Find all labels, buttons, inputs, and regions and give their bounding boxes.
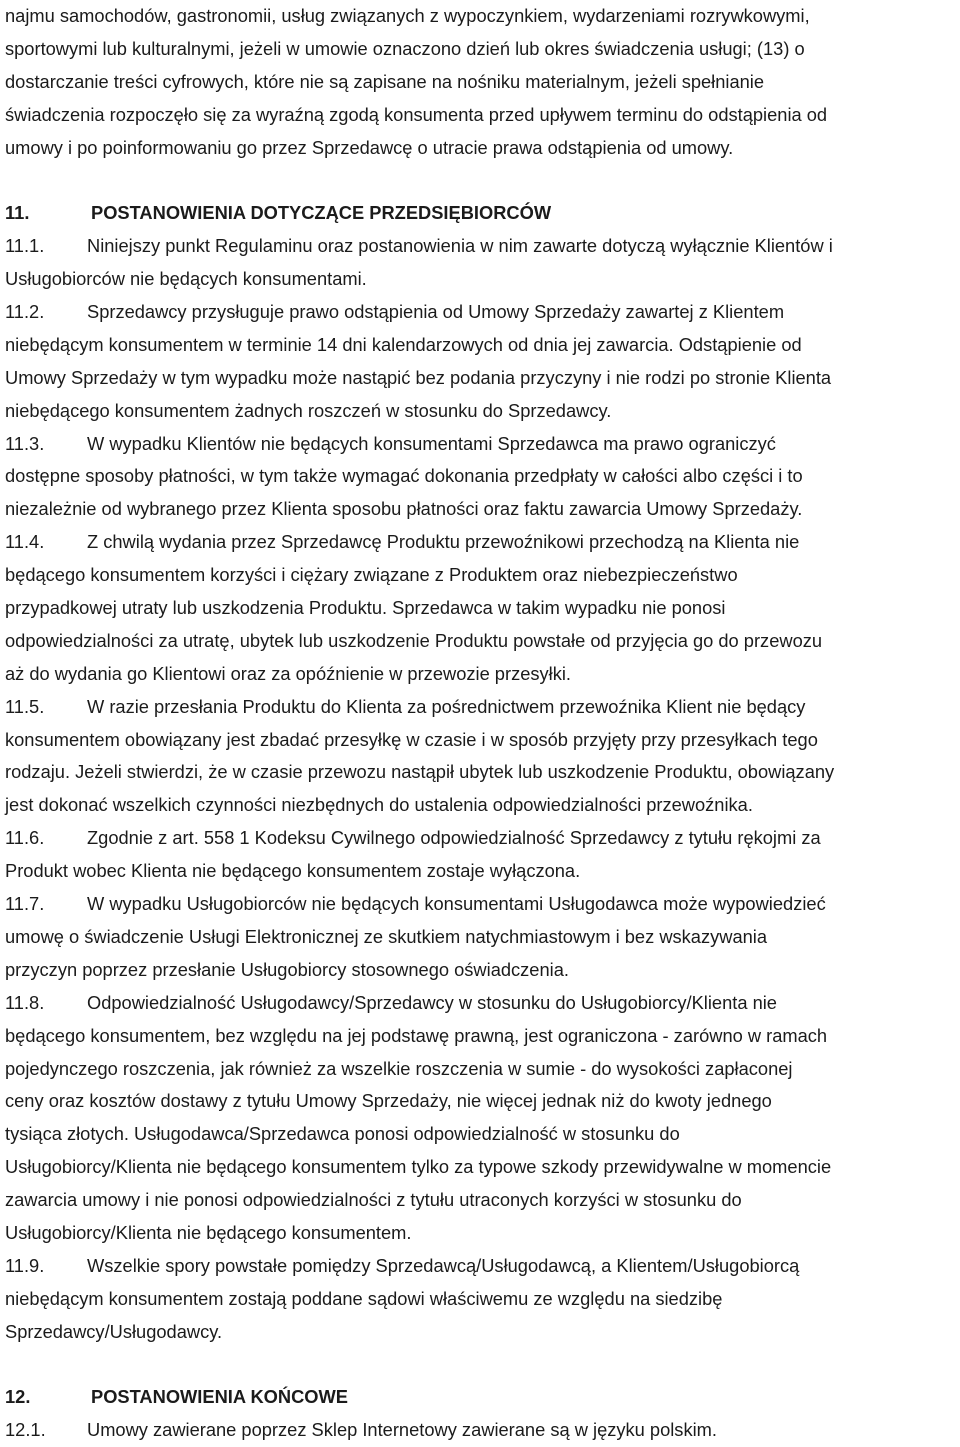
text-line: najmu samochodów, gastronomii, usług związanych z wypoczynkiem, wydarzeniami rozrywkowymi,: [5, 5, 810, 26]
spacer: [5, 1349, 957, 1382]
clause-text: Niniejszy punkt Regulaminu oraz postanowienia w nim zawarte dotyczą wyłącznie Klientów i: [87, 235, 833, 257]
clause-12-1: [5, 1414, 957, 1447]
clause-text: Umowy zawierane poprzez Sklep Internetowy zawierane są w języku polskim.: [87, 1419, 717, 1441]
clause-number: 11.3.: [5, 432, 45, 454]
clause-number: 11.2.: [5, 301, 45, 323]
text-line: dostępne sposoby płatności, w tym także wymagać dokonania przedpłaty w całości albo części i to: [5, 465, 803, 487]
text-line: Sprzedawcy/Usługodawcy.: [5, 1320, 223, 1342]
text-line: umowę o świadczenie Usługi Elektronicznej ze skutkiem natychmiastowym i bez wskazywania: [5, 925, 768, 947]
spacer: [5, 164, 957, 197]
section-12-heading: [5, 1381, 957, 1414]
section-number: 12.: [5, 1386, 31, 1408]
clause-11-7: [5, 888, 957, 987]
text-line: niebędącego konsumentem żadnych roszczeń w stosunku do Sprzedawcy.: [5, 399, 612, 421]
document-page: [5, 0, 957, 1447]
text-line: Usługobiorców nie będących konsumentami.: [5, 268, 367, 290]
clause-text: Odpowiedzialność Usługodawcy/Sprzedawcy w stosunku do Usługobiorcy/Klienta nie: [87, 991, 777, 1013]
clause-number: 11.7.: [5, 893, 45, 915]
text-line: [5, 1414, 957, 1447]
text-line: świadczenia rozpoczęło się za wyraźną zgodą konsumenta przed upływem terminu do odstąpienia od: [5, 103, 828, 125]
clause-text: Wszelkie spory powstałe pomiędzy Sprzedawcą/Usługodawcą, a Klientem/Usługobiorcą: [87, 1254, 800, 1276]
text-line: odpowiedzialności za utratę, ubytek lub uszkodzenie Produktu powstałe od przyjęcia go do przewozu: [5, 629, 823, 651]
clause-text: Z chwilą wydania przez Sprzedawcę Produktu przewoźnikowi przechodzą na Klienta nie: [87, 531, 800, 553]
clause-number: 11.9.: [5, 1254, 45, 1276]
clause-text: W wypadku Usługobiorców nie będących konsumentami Usługodawca może wypowiedzieć: [87, 893, 826, 915]
text-line: Umowy Sprzedaży w tym wypadku może nastąpić bez podania przyczyny i nie rodzi po stronie Klienta: [5, 366, 832, 388]
text-line: tysiąca złotych. Usługodawca/Sprzedawca ponosi odpowiedzialność w stosunku do: [5, 1123, 680, 1145]
intro-paragraph: [5, 0, 957, 164]
text-line: niebędącym konsumentem w terminie 14 dni kalendarzowych od dnia jej zawarcia. Odstąpienie od: [5, 333, 802, 355]
text-line: Usługobiorcy/Klienta nie będącego konsumentem.: [5, 1221, 412, 1243]
clause-11-2: [5, 296, 957, 428]
text-line: będącego konsumentem korzyści i ciężary związane z Produktem oraz niebezpieczeństwo: [5, 564, 738, 586]
text-line: ceny oraz kosztów dostawy z tytułu Umowy Sprzedaży, nie więcej jednak niż do kwoty jednego: [5, 1090, 772, 1112]
text-line: [5, 987, 957, 1020]
section-title: POSTANOWIENIA KOŃCOWE: [91, 1386, 348, 1408]
text-line: przyczyn poprzez przesłanie Usługobiorcy stosownego oświadczenia.: [5, 958, 569, 980]
text-line: jest dokonać wszelkich czynności niezbędnych do ustalenia odpowiedzialności przewoźnika.: [5, 794, 753, 816]
text-line: będącego konsumentem, bez względu na jej podstawę prawną, jest ograniczona - zarówno w ramach: [5, 1024, 828, 1046]
text-line: przypadkowej utraty lub uszkodzenia Produktu. Sprzedawca w takim wypadku nie ponosi: [5, 597, 726, 619]
clause-number: 11.1.: [5, 235, 45, 257]
text-line: [5, 1250, 957, 1283]
text-line: sportowymi lub kulturalnymi, jeżeli w umowie oznaczono dzień lub okres świadczenia usługi; (13) o: [5, 37, 805, 59]
clause-text: W razie przesłania Produktu do Klienta za pośrednictwem przewoźnika Klient nie będący: [87, 695, 806, 717]
clause-number: 11.6.: [5, 827, 45, 849]
text-line: zawarcia umowy i nie ponosi odpowiedzialności z tytułu utraconych korzyści w stosunku do: [5, 1189, 742, 1211]
clause-11-3: [5, 428, 957, 527]
clause-text: Zgodnie z art. 558 1 Kodeksu Cywilnego odpowiedzialność Sprzedawcy z tytułu rękojmi za: [87, 827, 821, 849]
clause-11-5: [5, 691, 957, 823]
text-line: niebędącym konsumentem zostają poddane sądowi właściwemu ze względu na siedzibę: [5, 1287, 723, 1309]
section-11-heading: [5, 197, 957, 230]
text-line: [5, 691, 957, 724]
text-line: [5, 428, 957, 461]
section-title: POSTANOWIENIA DOTYCZĄCE PRZEDSIĘBIORCÓW: [91, 202, 552, 224]
section-number: 11.: [5, 202, 30, 224]
text-line: aż do wydania go Klientowi oraz za opóźnienie w przewozie przesyłki.: [5, 662, 571, 684]
clause-11-1: [5, 230, 957, 296]
clause-number: 11.8.: [5, 991, 45, 1013]
text-line: [5, 526, 957, 559]
clause-11-9: [5, 1250, 957, 1349]
text-line: rodzaju. Jeżeli stwierdzi, że w czasie przewozu nastąpił ubytek lub uszkodzenie Produktu, obowiązany: [5, 761, 835, 783]
text-line: konsumentem obowiązany jest zbadać przesyłkę w czasie i w sposób przyjęty przy przesyłkach tego: [5, 728, 818, 750]
clause-number: 11.5.: [5, 695, 45, 717]
text-line: [5, 888, 957, 921]
text-line: [5, 230, 957, 263]
text-line: Produkt wobec Klienta nie będącego konsumentem zostaje wyłączona.: [5, 860, 581, 882]
text-line: [5, 822, 957, 855]
text-line: umowy i po poinformowaniu go przez Sprzedawcę o utracie prawa odstąpienia od umowy.: [5, 136, 734, 158]
clause-11-6: [5, 822, 957, 888]
text-line: [5, 296, 957, 329]
clause-text: W wypadku Klientów nie będących konsumentami Sprzedawca ma prawo ograniczyć: [87, 432, 776, 454]
clause-text: Sprzedawcy przysługuje prawo odstąpienia od Umowy Sprzedaży zawartej z Klientem: [87, 301, 785, 323]
text-line: niezależnie od wybranego przez Klienta sposobu płatności oraz faktu zawarcia Umowy Sprzedaży.: [5, 498, 803, 520]
clause-11-4: [5, 526, 957, 690]
text-line: pojedynczego roszczenia, jak również za wszelkie roszczenia w sumie - do wysokości zapłaconej: [5, 1057, 793, 1079]
clause-number: 11.4.: [5, 531, 45, 553]
text-line: dostarczanie treści cyfrowych, które nie są zapisane na nośniku materialnym, jeżeli spełnianie: [5, 70, 765, 92]
text-line: Usługobiorcy/Klienta nie będącego konsumentem tylko za typowe szkody przewidywalne w momencie: [5, 1156, 832, 1178]
clause-number: 12.1.: [5, 1419, 46, 1441]
clause-11-8: [5, 987, 957, 1250]
